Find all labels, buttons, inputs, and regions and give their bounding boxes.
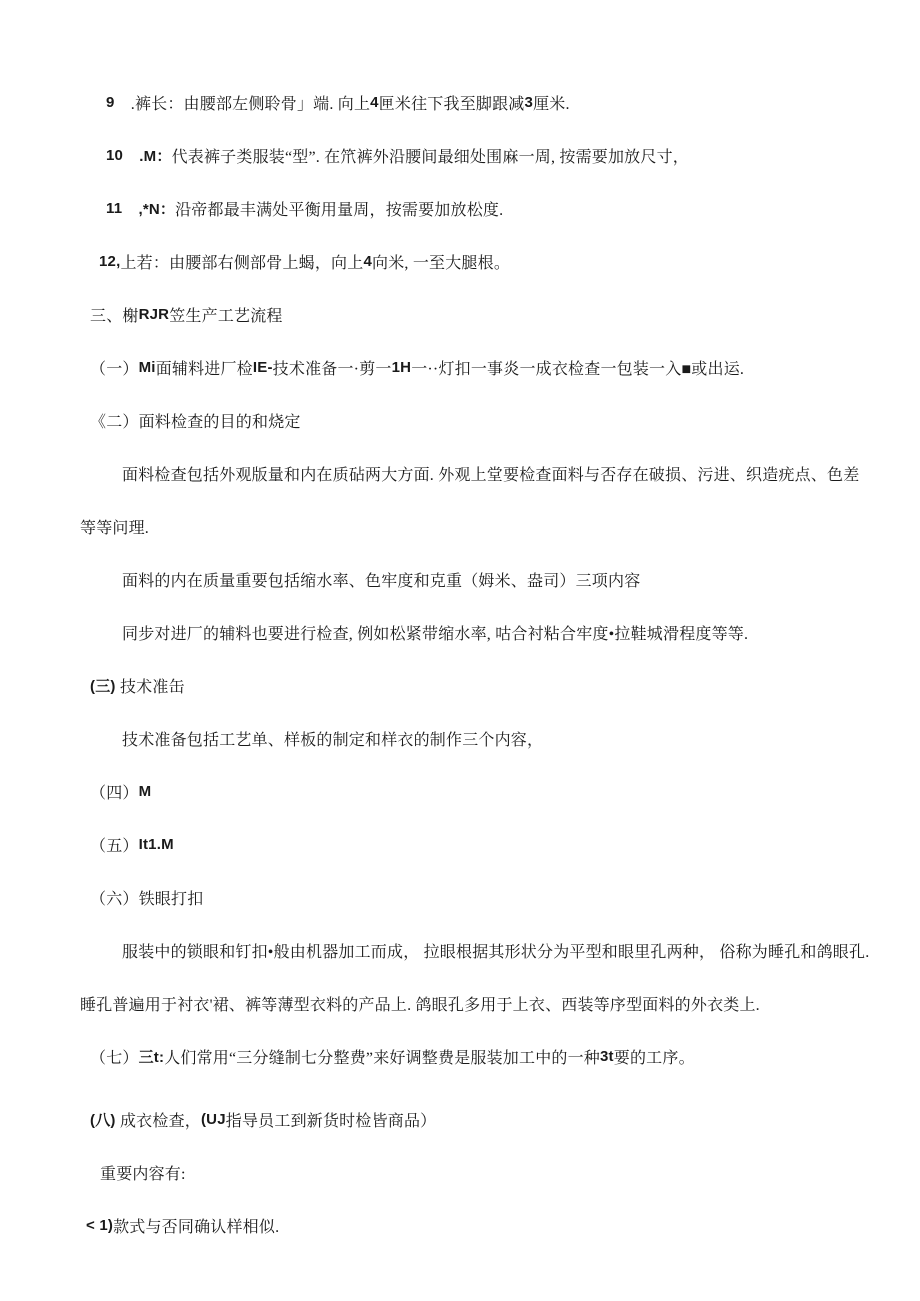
text-run bbox=[123, 144, 139, 167]
text-run: It1.M bbox=[138, 836, 174, 853]
paragraph-line bbox=[80, 553, 860, 606]
text-run bbox=[122, 197, 138, 220]
paragraph-line bbox=[80, 129, 860, 182]
text-run: 面料的内在质量重要包括缩水率、色牢度和克重（姆米、盎司）三项内容 bbox=[122, 573, 641, 590]
text-run: 笠生产工艺流程 bbox=[169, 308, 283, 325]
text-run: ,*N： bbox=[138, 201, 176, 218]
text-run: M bbox=[138, 783, 152, 800]
text-run: 3t bbox=[600, 1048, 614, 1065]
text-run: （六）铁眼打扣 bbox=[90, 891, 204, 908]
text-run: （一） bbox=[90, 361, 139, 378]
text-run: 厘米. bbox=[533, 96, 570, 113]
text-run: （七） bbox=[90, 1050, 139, 1067]
paragraph-line bbox=[80, 924, 870, 977]
text-run: 重要内容有: bbox=[100, 1166, 186, 1183]
text-run: (三) bbox=[90, 678, 120, 695]
text-run: 等等问理. bbox=[80, 520, 150, 537]
text-run: （五） bbox=[90, 838, 139, 855]
text-run: (八) bbox=[90, 1112, 120, 1129]
text-run: 三、榭 bbox=[90, 308, 139, 325]
text-run: 技术准备一·剪一 bbox=[272, 361, 392, 378]
paragraph-line bbox=[80, 235, 860, 288]
paragraph-line bbox=[80, 288, 860, 341]
text-run: 4 bbox=[370, 94, 379, 111]
paragraph-line bbox=[80, 500, 860, 553]
text-run: 代表裤子类服装“型”. 在笊裤外沿腰间最细处围麻一周, 按需要加放尺寸， bbox=[171, 149, 689, 166]
text-run: 三t: bbox=[138, 1049, 165, 1066]
text-run: 面料检查包括外观版量和内在质砧两大方面. 外观上堂要检查面料与否存在破损、污进、织造疣点、色差 bbox=[122, 467, 860, 484]
text-run: 匣米往下我至脚跟减 bbox=[378, 96, 525, 113]
paragraph-line bbox=[80, 818, 860, 871]
text-run: 12, bbox=[99, 253, 121, 270]
text-run: 上若：由腰部右侧部骨上蝎，向上 bbox=[120, 255, 364, 272]
paragraph-line bbox=[80, 712, 860, 765]
paragraph-line bbox=[80, 1199, 860, 1252]
document-body bbox=[80, 76, 870, 1252]
text-run: 指导员工到新货时检皆商品） bbox=[225, 1113, 437, 1130]
paragraph-line bbox=[80, 394, 860, 447]
text-run: 4 bbox=[363, 253, 373, 270]
paragraph-line bbox=[80, 871, 860, 924]
paragraph-line bbox=[80, 977, 860, 1030]
text-run: 服装中的锁眼和钉扣•般由机器加工而成， 拉眼根据其形状分为平型和眼里孔两种， 俗称为睡孔和鸽眼孔. bbox=[122, 944, 870, 961]
text-run: 11 bbox=[106, 200, 123, 217]
text-run: 款式与否同确认样相似. bbox=[113, 1219, 280, 1236]
paragraph-line bbox=[80, 765, 860, 818]
text-run: RJR bbox=[138, 306, 170, 323]
text-run: 技术准备包括工艺单、样板的制定和样衣的制作三个内容， bbox=[122, 732, 544, 749]
text-run: IE- bbox=[252, 359, 273, 376]
text-run: 要的工序。 bbox=[613, 1050, 695, 1067]
paragraph-line bbox=[80, 1146, 860, 1199]
text-run: 向米, 一至大腿根。 bbox=[372, 255, 511, 272]
text-run: 成衣检查， bbox=[119, 1113, 201, 1130]
text-run: Mi bbox=[138, 359, 156, 376]
text-run: 睡孔普遍用于衬衣'裙、裤等薄型衣料的产品上. 鸽眼孔多用于上衣、西装等序型面料的外衣类上. bbox=[80, 997, 760, 1014]
text-run: 10 bbox=[106, 147, 124, 164]
text-run: 人们常用“三分缝制七分整费”来好调整费是服装加工中的一种 bbox=[164, 1050, 601, 1067]
text-run: 9 bbox=[106, 94, 115, 111]
paragraph-line bbox=[80, 1093, 860, 1146]
paragraph-line bbox=[80, 659, 860, 712]
paragraph-line bbox=[80, 182, 860, 235]
text-run: 一··灯扣一事炎一成衣检查一包装一入■或出运. bbox=[411, 361, 745, 378]
text-run: （四） bbox=[90, 785, 139, 802]
text-run: 面辅料进厂检 bbox=[155, 361, 253, 378]
paragraph-line bbox=[80, 447, 860, 500]
paragraph-line bbox=[80, 606, 860, 659]
text-run: 同步对进厂的辅料也要进行检查, 例如松紧带缩水率, 咕合衬粘合牢度•拉鞋城滑程度等等. bbox=[122, 626, 749, 643]
text-run: .M： bbox=[139, 148, 172, 165]
paragraph-line bbox=[80, 341, 860, 394]
paragraph-line bbox=[80, 1030, 860, 1083]
paragraph-line bbox=[80, 76, 860, 129]
text-run: (UJ bbox=[200, 1111, 226, 1128]
text-run: 《二）面料检查的目的和烧定 bbox=[90, 414, 301, 431]
text-run: 1H bbox=[391, 359, 412, 376]
text-run: < 1) bbox=[86, 1217, 114, 1234]
text-run: 技术准缶 bbox=[119, 679, 185, 696]
text-run: 沿帝都最丰满处平衡用量周，按需要加放松度. bbox=[175, 202, 504, 219]
text-run: .裤长：由腰部左侧聆骨」端. 向上 bbox=[114, 96, 371, 113]
text-run: 3 bbox=[524, 94, 534, 111]
